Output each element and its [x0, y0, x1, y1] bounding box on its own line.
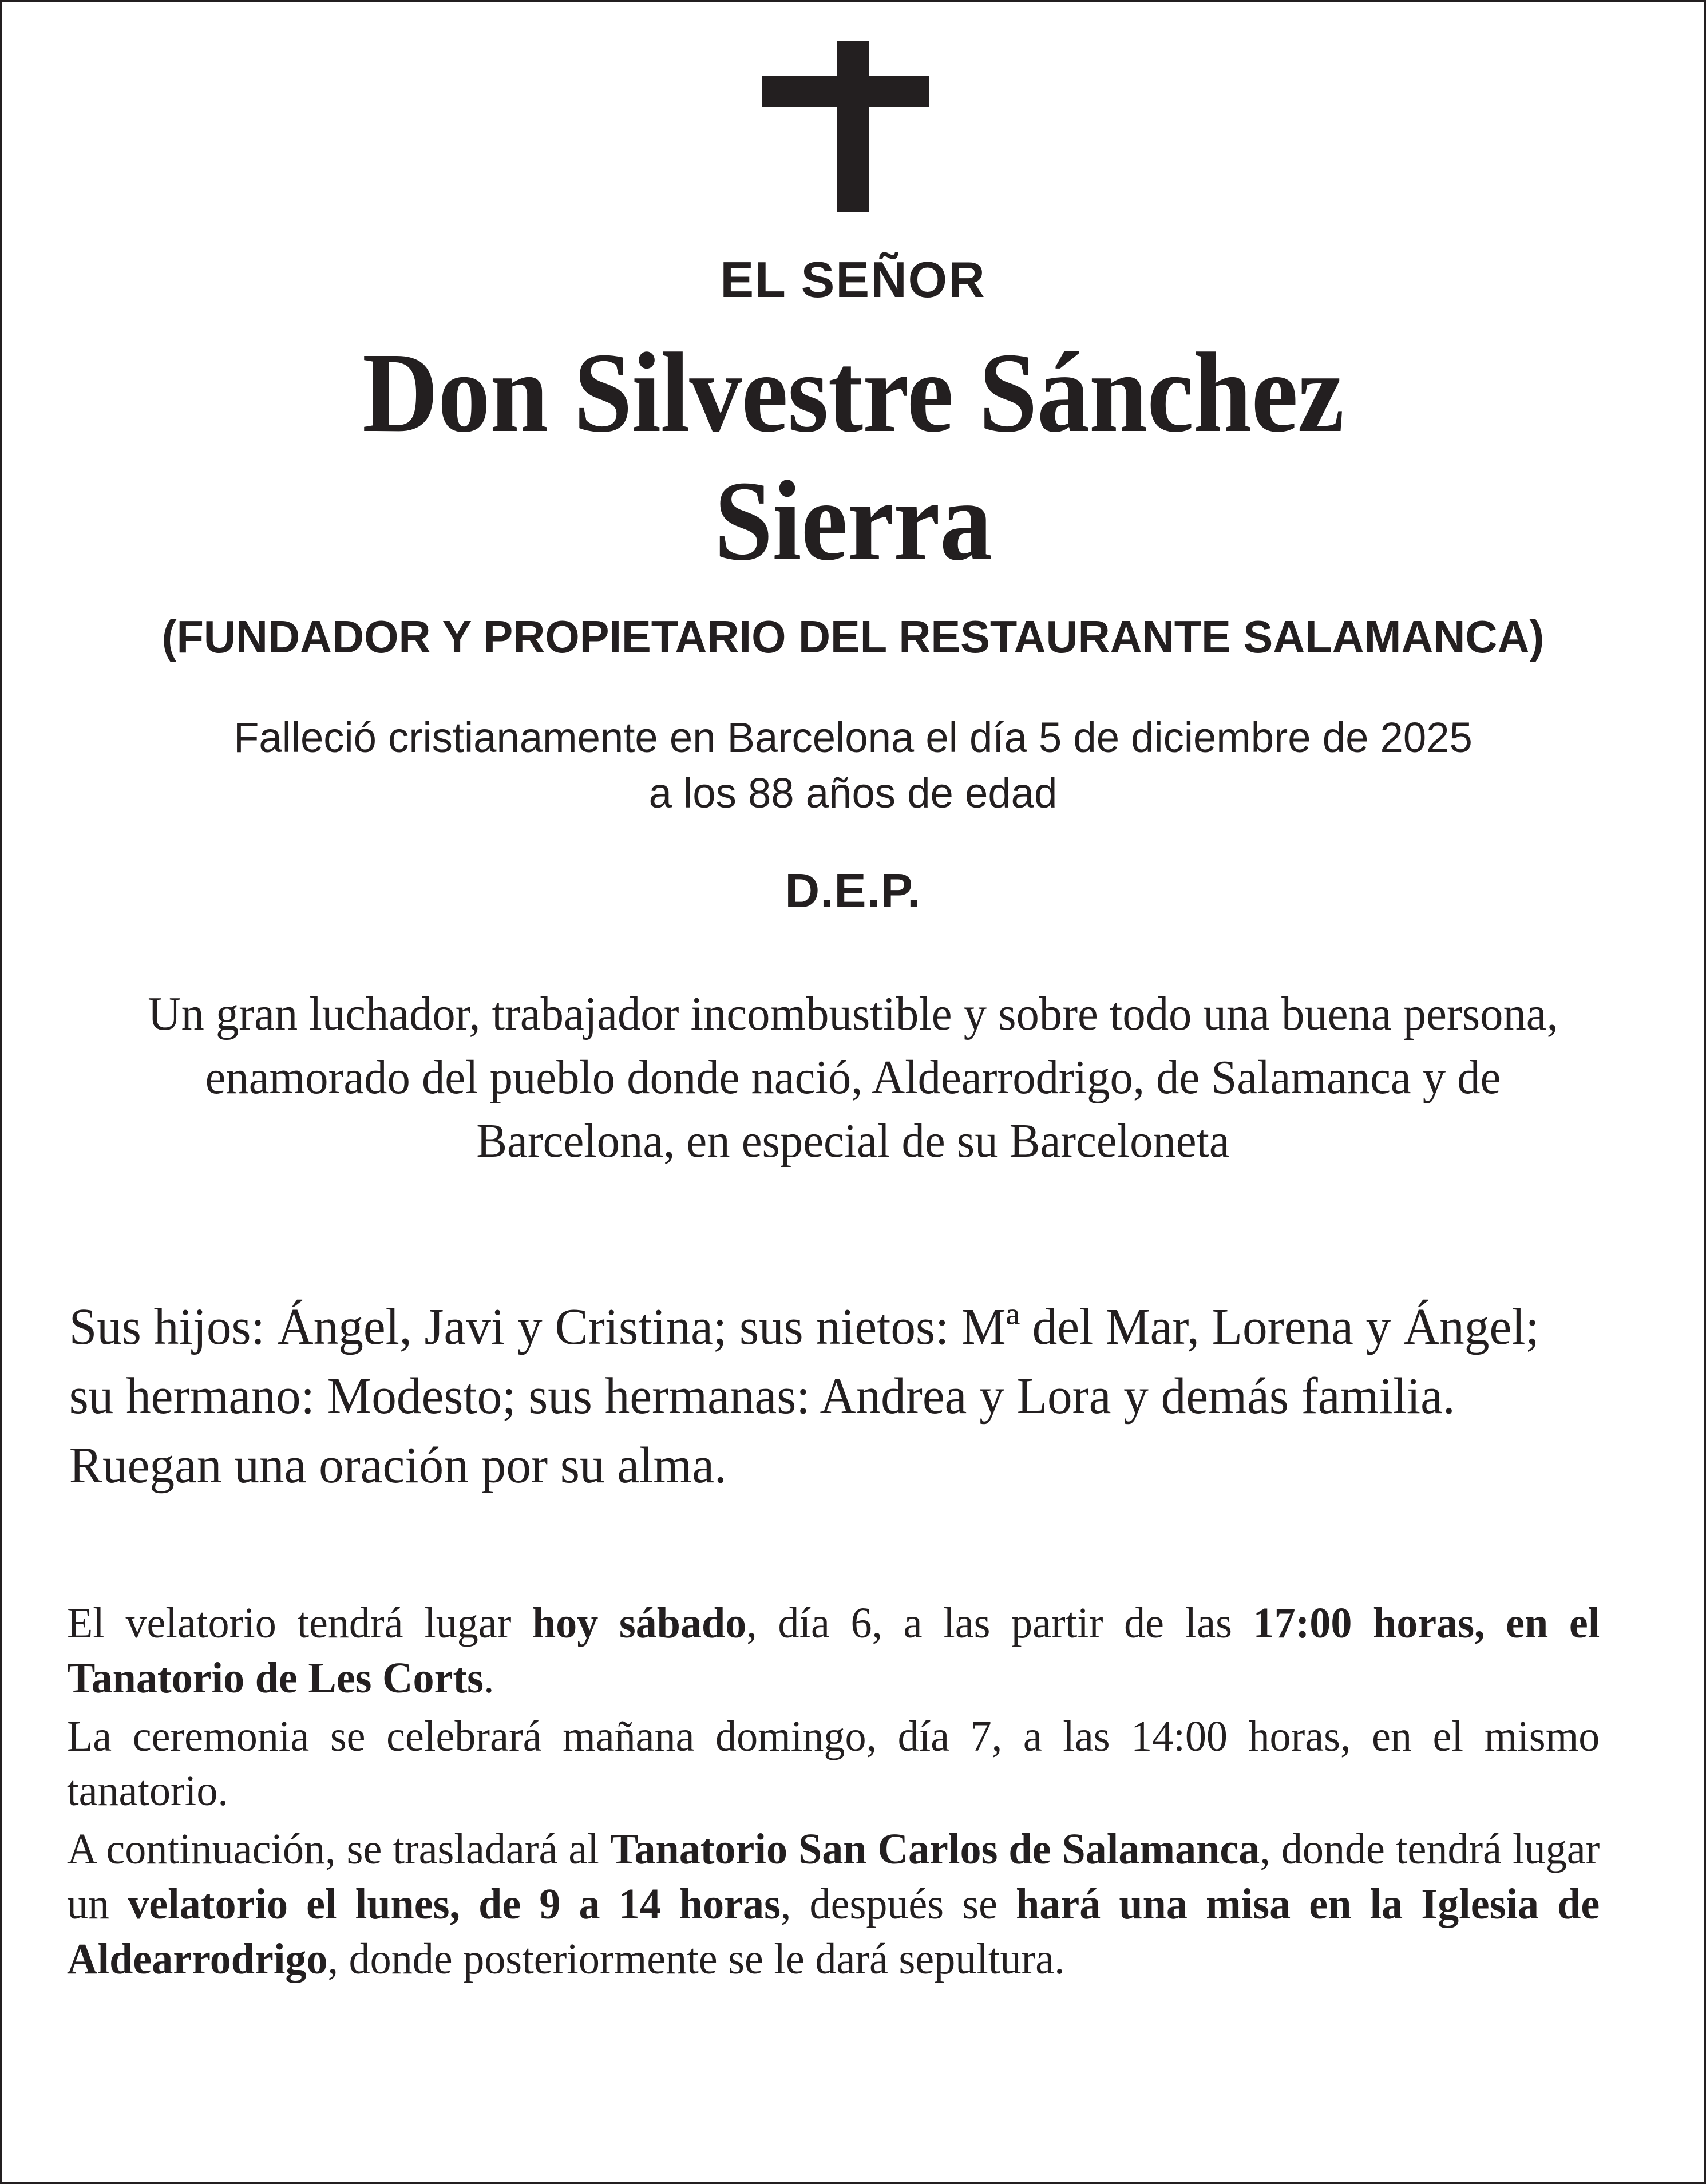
- latin-cross-icon: [762, 41, 944, 212]
- wake-bold-day: hoy sábado: [532, 1599, 747, 1648]
- service-text: La ceremonia se celebrará mañana domingo, día 7, a las 14:00 horas, en el mismo tanatorio.: [67, 1712, 1600, 1815]
- rest-in-peace-label: D.E.P.: [785, 863, 921, 917]
- death-announcement-line-1: Falleció cristianamente en Barcelona el día 5 de diciembre de 2025: [233, 714, 1473, 762]
- transfer-text-4: , donde posteriormente se le dará sepultura.: [327, 1934, 1065, 1983]
- wake-text-3: .: [483, 1653, 494, 1702]
- transfer-bold-tanatorio: Tanatorio San Carlos de Salamanca: [609, 1825, 1260, 1874]
- deceased-name: [126, 329, 1579, 585]
- honorific-label: EL SEÑOR: [720, 251, 986, 308]
- wake-text-1: El velatorio tendrá lugar: [67, 1599, 532, 1648]
- wake-bold-time-place: 17:00 horas, en el Tanatorio de Les Corts: [67, 1599, 1600, 1702]
- ceremony-transfer-paragraph: [67, 1822, 1600, 1987]
- cross-horizontal-bar: [762, 76, 929, 107]
- transfer-text-2: , donde tendrá lugar un: [67, 1825, 1600, 1928]
- deceased-name-line-2: Sierra: [714, 458, 992, 585]
- cross-vertical-bar: [837, 41, 869, 212]
- transfer-text-3: , después se: [780, 1880, 1016, 1928]
- ceremony-details: [64, 1596, 1642, 1987]
- transfer-bold-wake-monday: velatorio el lunes, de 9 a 14 horas: [128, 1880, 781, 1928]
- wake-text-2: , día 6, a las partir de las: [746, 1599, 1253, 1648]
- deceased-role: (FUNDADOR Y PROPIETARIO DEL RESTAURANTE SALAMANCA): [161, 611, 1545, 663]
- tribute-paragraph: Un gran luchador, trabajador incombustible y sobre todo una buena persona, enamorado del pueblo donde nació, Aldearrodrigo, de Salamanca y de Barcelona, en especial de su Barceloneta: [148, 987, 1558, 1168]
- ceremony-service-paragraph: [67, 1710, 1600, 1819]
- family-paragraph: Sus hijos: Ángel, Javi y Cristina; sus nietos: Mª del Mar, Lorena y Ángel; su hermano: Modesto; sus hermanas: Andrea y Lora y demás familia. Ruegan una oración por su alma.: [69, 1299, 1539, 1494]
- deceased-name-line-1: Don Silvestre Sánchez: [362, 330, 1344, 457]
- death-announcement: [80, 710, 1627, 820]
- death-announcement-line-2: a los 88 años de edad: [648, 769, 1058, 817]
- transfer-bold-mass-church: hará una misa en la Iglesia de Aldearrodrigo: [67, 1880, 1600, 1983]
- cross-container: [64, 2, 1642, 212]
- ceremony-wake-paragraph: [67, 1596, 1600, 1706]
- transfer-text-1: A continuación, se trasladará al: [67, 1825, 610, 1874]
